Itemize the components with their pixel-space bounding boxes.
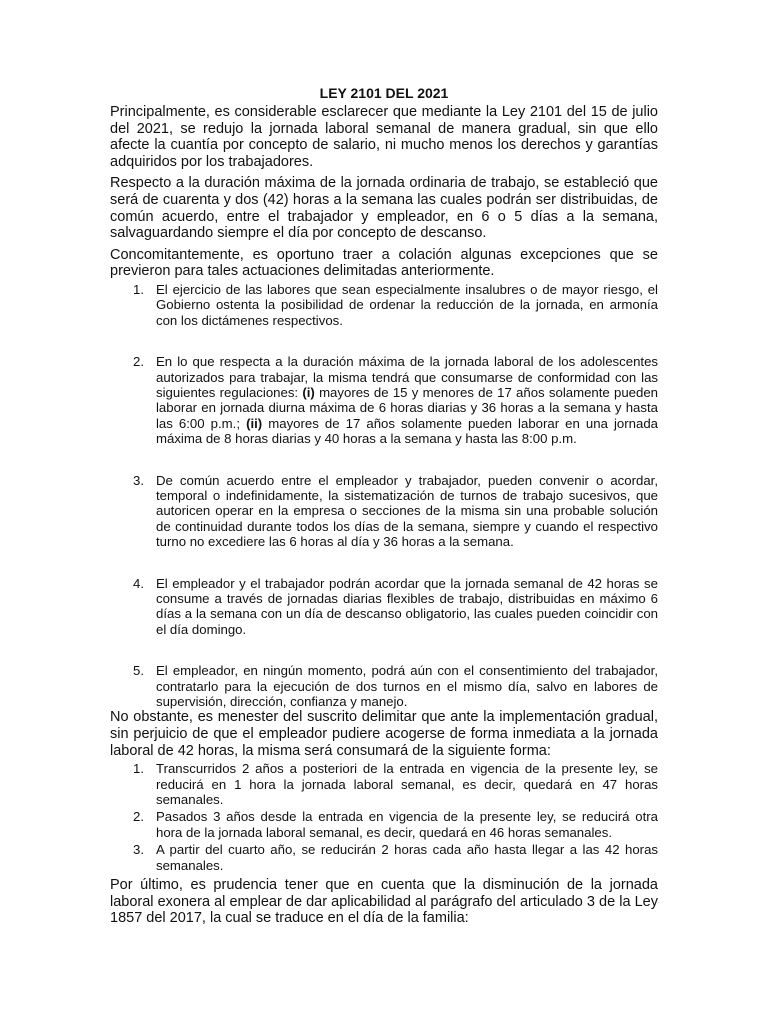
list-item-text: El ejercicio de las labores que sean especialmente insalubres o de mayor riesgo, el Gobierno ostenta la posibilidad de ordenar la reducción de la jornada, en armonía con los dictámenes respectivos. xyxy=(156,281,658,328)
list-item-number: 1. xyxy=(133,281,144,297)
list-item xyxy=(110,282,658,328)
list-item-text: A partir del cuarto año, se reducirán 2 horas cada año hasta llegar a las 42 horas semanales. xyxy=(156,842,658,873)
gradual-steps-list xyxy=(110,761,658,873)
list-item-number: 2. xyxy=(133,809,144,825)
list-item-text xyxy=(156,354,658,446)
list-item-number: 2. xyxy=(133,354,144,370)
intro-paragraph-2: Respecto a la duración máxima de la jornada ordinaria de trabajo, se estableció que será de cuarenta y dos (42) horas a la semana las cuales podrán ser distribuidas, de común acuerdo, entre el trabajador y empleador, en 6 o 5 días a la semana, salvaguardando siempre el día por concepto de descanso. xyxy=(110,175,658,242)
list-item xyxy=(110,576,658,638)
list-item-number: 5. xyxy=(133,663,144,679)
roman-marker: (ii) xyxy=(246,415,263,431)
exceptions-list xyxy=(110,282,658,710)
list-item xyxy=(110,761,658,807)
list-item xyxy=(110,842,658,873)
gradual-paragraph: No obstante, es menester del suscrito delimitar que ante la implementación gradual, sin perjuicio de que el empleador pudiere acogerse de forma inmediata a la jornada laboral de 42 horas, la misma será consumará de la siguiente forma: xyxy=(110,709,658,759)
list-item xyxy=(110,809,658,840)
list-item-number: 3. xyxy=(133,472,144,488)
list-item-number: 3. xyxy=(133,842,144,858)
list-item-text: El empleador y el trabajador podrán acordar que la jornada semanal de 42 horas se consume a través de jornadas diarias flexibles de trabajo, distribuidas en máximo 6 días a la semana con un día de descanso obligatorio, las cuales pueden coincidir con el día domingo. xyxy=(156,575,658,637)
list-item xyxy=(110,473,658,550)
document-title: LEY 2101 DEL 2021 xyxy=(319,85,449,101)
list-item-text: Transcurridos 2 años a posteriori de la entrada en vigencia de la presente ley, se reducirá en 1 hora la jornada laboral semanal, es decir, quedará en 47 horas semanales. xyxy=(156,761,658,808)
list-item-text-part: En lo que respecta a la duración máxima de la jornada laboral de los adolescentes autorizados para trabajar, la misma tendrá que consumarse de conformidad con las siguientes regulaciones: xyxy=(156,354,658,400)
roman-marker: (i) xyxy=(302,384,315,400)
list-item xyxy=(110,663,658,709)
list-item-text-part: mayores de 17 años solamente pueden laborar en una jornada máxima de 8 horas diarias y 40 horas a la semana y hasta las 8:00 p.m. xyxy=(156,415,658,447)
list-item xyxy=(110,354,658,446)
final-paragraph: Por último, es prudencia tener que en cuenta que la disminución de la jornada laboral exonera al emplear de dar aplicabilidad al parágrafo del articulado 3 de la Ley 1857 del 2017, la cual se traduce en el día de la familia: xyxy=(110,877,658,927)
list-item-number: 1. xyxy=(133,761,144,777)
intro-paragraph-3: Concomitantemente, es oportuno traer a colación algunas excepciones que se previeron para tales actuaciones delimitadas anteriormente. xyxy=(110,246,658,280)
list-item-text: Pasados 3 años desde la entrada en vigencia de la presente ley, se reducirá otra hora de la jornada laboral semanal, es decir, quedará en 46 horas semanales. xyxy=(156,809,658,840)
list-item-text: El empleador, en ningún momento, podrá aún con el consentimiento del trabajador, contratarlo para la ejecución de dos turnos en el mismo día, salvo en labores de supervisión, dirección, confianza y manejo. xyxy=(156,663,658,710)
list-item-text-part: mayores de 15 y menores de 17 años solamente pueden laborar en jornada diurna máxima de 6 horas diarias y 36 horas a la semana y hasta las 6:00 p.m.; xyxy=(156,384,659,431)
intro-paragraph-1: Principalmente, es considerable esclarecer que mediante la Ley 2101 del 15 de julio del 2021, se redujo la jornada laboral semanal de manera gradual, sin que ello afecte la cuantía por concepto de salario, ni mucho menos los derechos y garantías adquiridos por los trabajadores. xyxy=(110,104,658,170)
list-item-text: De común acuerdo entre el empleador y trabajador, pueden convenir o acordar, temporal o indefinidamente, la sistematización de turnos de trabajo sucesivos, que autoricen operar en la empresa o secciones de la misma sin una probable solución de continuidad durante todos los días de la semana, siempre y cuando el respectivo turno no excediere las 6 horas al día y 36 horas a la semana. xyxy=(156,472,658,550)
list-item-number: 4. xyxy=(133,575,144,591)
